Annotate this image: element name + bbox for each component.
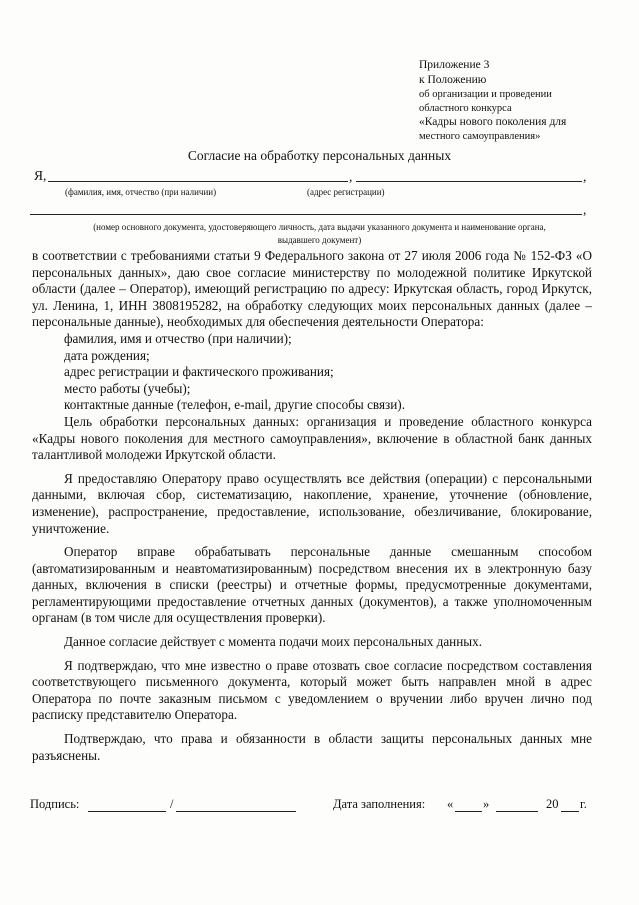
paragraph-7: Подтверждаю, что права и обязанности в области защиты персональных данных мне разъяснены.: [32, 731, 592, 763]
comma-2: ,: [583, 169, 587, 184]
document-field[interactable]: [30, 214, 582, 215]
list-item: фамилия, имя и отчество (при наличии);: [64, 330, 292, 346]
signature-name-field[interactable]: [176, 811, 296, 812]
date-label: Дата заполнения:: [333, 797, 426, 811]
year-prefix: 20: [546, 797, 559, 811]
comma-3: ,: [583, 202, 587, 217]
date-close-quote: »: [483, 797, 490, 811]
signature-label: Подпись:: [30, 797, 80, 811]
paragraph-2: Цель обработки персональных данных: организация и проведение областного конкурса «Кадры нового поколения для местного самоуправления», включение в областной банк данных талантливой молодежи Иркутской области.: [32, 413, 592, 463]
date-open-quote: «: [447, 797, 454, 811]
paragraph-4: Оператор вправе обрабатывать персональные данные смешанным способом (автоматизированным и неавтоматизированным) посредством внесения их в электронную базу данных, включения в списки (реестры) и отчетные формы, предусмотренные документами, регламентирующими предоставление отчетных данных (документов), а также уполномоченным органам (в том числе для осуществления проверки).: [32, 544, 592, 626]
annex-header: [419, 58, 566, 144]
i-label: Я,: [34, 168, 47, 183]
caption-address: (адрес регистрации): [307, 187, 385, 197]
caption-doc-1: (номер основного документа, удостоверяющего личность, дата выдачи указанного документа и наименование органа,: [93, 222, 546, 232]
consent-body: [32, 248, 592, 764]
paragraph-1: в соответствии с требованиями статьи 9 Федерального закона от 27 июля 2006 года № 152-ФЗ «О персональных данных», даю свое согласие министерству по молодежной политике Иркутской области (далее – Оператор), имеющий регистрацию по адресу: Иркутская область, город Иркутск, ул. Ленина, 1, ИНН 3808195282, на обработку следующих моих персональных данных (далее – персональные данные), необходимых для обеспечения деятельности Оператора:: [32, 248, 592, 330]
fio-field[interactable]: [48, 181, 348, 182]
signature-separator: /: [170, 797, 174, 811]
paragraph-3: Я предоставляю Оператору право осуществлять все действия (операции) с персональными данными, включая сбор, систематизацию, накопление, хранение, уточнение (обновление, изменение), распространение, предоставление, использование, обезличивание, блокирование, уничтожение.: [32, 470, 592, 536]
annex-line-3: об организации и проведении: [419, 89, 552, 100]
list-item: дата рождения;: [64, 347, 150, 363]
date-year-field[interactable]: [561, 811, 579, 812]
annex-line-6: местного самоуправления»: [419, 131, 541, 142]
signature-field[interactable]: [88, 811, 166, 812]
annex-line-1: Приложение 3: [419, 59, 490, 71]
year-suffix: г.: [580, 797, 587, 811]
caption-doc-2: выдавшего документ): [277, 235, 362, 245]
paragraph-6: Я подтверждаю, что мне известно о праве отозвать свое согласие посредством составления соответствующего письменного документа, который может быть направлен мной в адрес Оператора по почте заказным письмом с уведомлением о вручении либо вручен лично под расписку представителю Оператора.: [32, 657, 592, 723]
address-field[interactable]: [356, 181, 582, 182]
annex-line-5: «Кадры нового поколения для: [419, 116, 567, 128]
paragraph-5: Данное согласие действует с момента подачи моих персональных данных.: [64, 634, 483, 650]
caption-fio: (фамилия, имя, отчество (при наличии): [65, 187, 217, 197]
comma-1: ,: [349, 169, 353, 184]
list-item: контактные данные (телефон, e-mail, другие способы связи).: [64, 397, 406, 413]
annex-line-4: областного конкурса: [419, 102, 512, 114]
date-day-field[interactable]: [455, 811, 482, 812]
list-item: адрес регистрации и фактического проживания;: [64, 364, 334, 380]
annex-line-2: к Положению: [419, 74, 487, 86]
date-month-field[interactable]: [496, 811, 538, 812]
list-item: место работы (учебы);: [64, 380, 191, 396]
document-title: Согласие на обработку персональных данных: [187, 148, 452, 163]
